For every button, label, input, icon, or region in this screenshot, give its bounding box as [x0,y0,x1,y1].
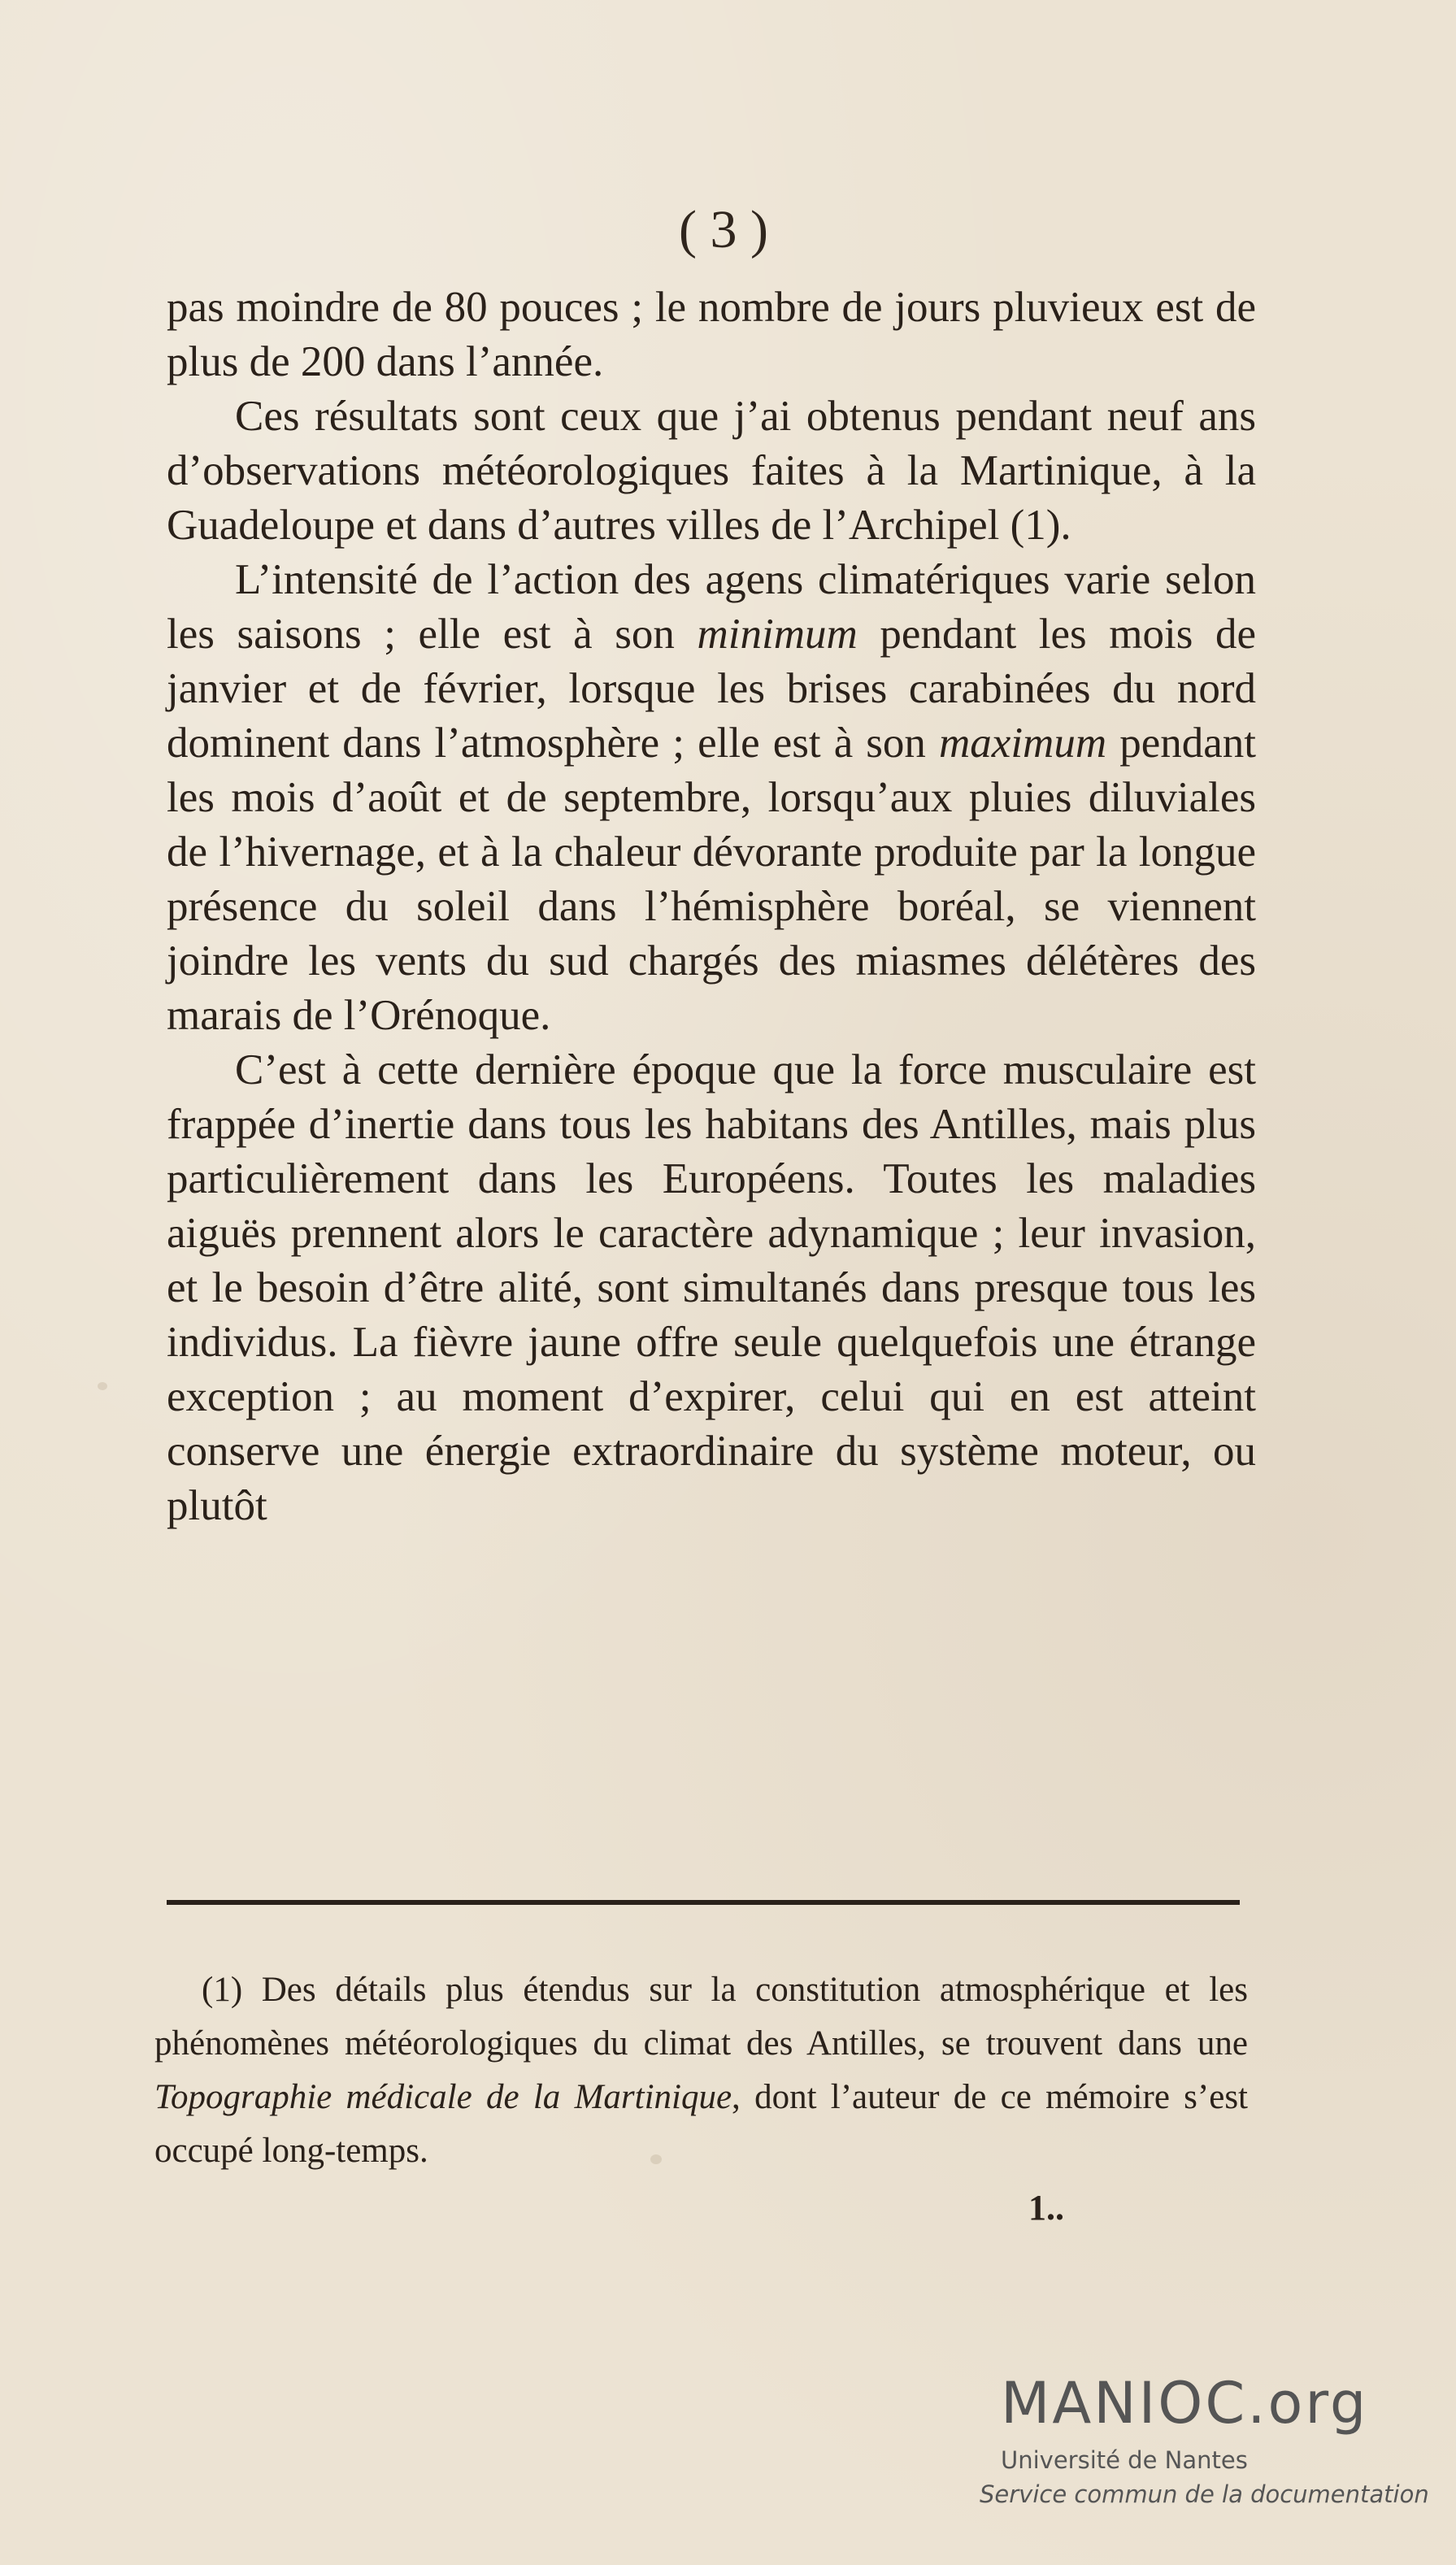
paragraph-intensity [167,553,1256,1043]
page-number: ( 3 ) [679,200,768,259]
watermark-university: Université de Nantes [1001,2446,1248,2474]
text-span: , dont l’auteur de ce mémoire s’est occupé long-temps. [154,2078,1248,2170]
body-text [167,280,1256,1533]
text-span: pendant les mois de janvier et de février, lorsque les brises carabinées du nord dominent dans l’atmosphère ; elle est à son [167,611,1257,767]
signature-mark: 1.. [1028,2188,1064,2228]
paper-stain [98,1382,107,1390]
manioc-logo: MANIOC.org [1001,2370,1369,2437]
footnote [154,1963,1248,2178]
paragraph-results: Ces résultats sont ceux que j’ai obtenus pendant neuf ans d’observations météorologiques faites à la Martinique, à la Guadeloupe et dans d’autres villes de l’Archipel (1). [167,393,1256,549]
text-span: (1) Des détails plus étendus sur la constitution atmosphérique et les phénomènes météorologiques du climat des Antilles, se trouvent dans une [154,1971,1248,2063]
text-span: pendant les mois d’août et de septembre, lorsqu’aux pluies diluviales de l’hivernage, et à la chaleur dévorante produite par la longue présence du soleil dans l’hémisphère boréal, se viennent joindre les vents du sud chargés des miasmes délétères des marais de l’Orénoque. [167,720,1256,1039]
footnote-separator [167,1900,1240,1905]
paragraph-continued: pas moindre de 80 pouces ; le nombre de jours pluvieux est de plus de 200 dans l’année. [167,284,1256,385]
italic-term-maximum: maximum [939,720,1107,767]
italic-term-minimum: minimum [697,611,858,658]
text-span: L’intensité de l’action des agens climatériques varie selon les saisons ; elle est à son [167,556,1256,658]
manioc-watermark [980,2370,1435,2508]
paragraph-epoch: C’est à cette dernière époque que la force musculaire est frappée d’inertie dans tous les habitans des Antilles, mais plus particulièrement dans les Européens. Toutes les maladies aiguës prennent alors le caractère adynamique ; leur invasion, et le besoin d’être alité, sont simultanés dans presque tous les individus. La fièvre jaune offre seule quelquefois une étrange exception ; au moment d’expirer, celui qui en est atteint conserve une énergie extraordinaire du système moteur, ou plutôt [167,1046,1256,1529]
watermark-service: Service commun de la documentation [980,2480,1429,2508]
italic-title: Topographie médicale de la Martinique [154,2078,732,2116]
